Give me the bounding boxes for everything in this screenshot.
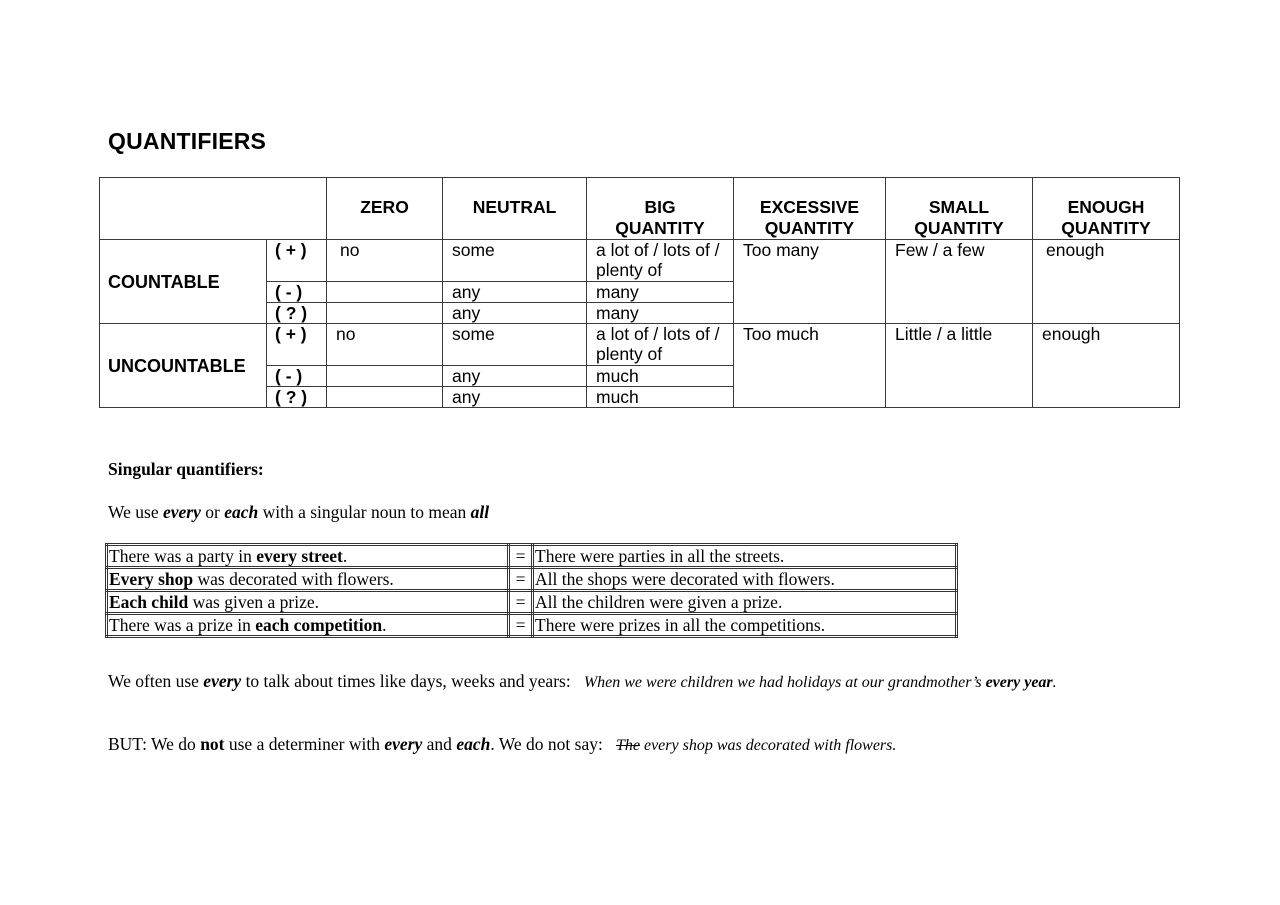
big-cell: much xyxy=(587,387,734,408)
example-right: All the children were given a prize. xyxy=(533,591,957,614)
but-paragraph: BUT: We do not use a determiner with every and each. We do not say: The every shop was decorated with flowers. xyxy=(108,734,897,754)
struck-determiner: The xyxy=(615,737,640,754)
equals-sign: = xyxy=(509,614,533,637)
zero-cell xyxy=(327,366,443,387)
page-title: QUANTIFIERS xyxy=(108,128,267,154)
enough-cell: enough xyxy=(1033,324,1180,408)
examples-table xyxy=(105,543,958,638)
header-excessive-quantity: EXCESSIVE QUANTITY xyxy=(734,178,886,240)
excessive-cell: Too many xyxy=(734,240,886,324)
example-left: There was a prize in each competition. xyxy=(107,614,509,637)
neutral-cell: any xyxy=(443,303,587,324)
table-row xyxy=(107,614,957,637)
table-row xyxy=(107,568,957,591)
header-big-quantity: BIG QUANTITY xyxy=(587,178,734,240)
intro-paragraph: We use every or each with a singular noun to mean all xyxy=(108,502,490,522)
table-row xyxy=(100,324,1180,366)
zero-cell: no xyxy=(327,240,443,282)
big-cell: many xyxy=(587,303,734,324)
zero-cell xyxy=(327,387,443,408)
times-paragraph: We often use every to talk about times like days, weeks and years: When we were children we had holidays at our grandmother’s every year. xyxy=(108,671,1057,691)
big-cell: a lot of / lots of / plenty of xyxy=(587,240,734,282)
neutral-cell: some xyxy=(443,324,587,366)
big-cell: many xyxy=(587,282,734,303)
header-zero: ZERO xyxy=(327,178,443,240)
header-empty-cell xyxy=(100,178,327,240)
neutral-cell: some xyxy=(443,240,587,282)
quantifiers-table xyxy=(99,177,1180,408)
header-small-quantity: SMALL QUANTITY xyxy=(886,178,1033,240)
small-cell: Few / a few xyxy=(886,240,1033,324)
category-uncountable: UNCOUNTABLE xyxy=(100,324,267,408)
neutral-cell: any xyxy=(443,387,587,408)
sign-question: ( ? ) xyxy=(267,387,327,408)
zero-cell: no xyxy=(327,324,443,366)
times-example: When we were children we had holidays at our grandmother’s every year. xyxy=(583,674,1057,691)
zero-cell xyxy=(327,303,443,324)
section-heading-singular: Singular quantifiers: xyxy=(108,459,264,479)
sign-positive: ( + ) xyxy=(267,240,327,282)
small-cell: Little / a little xyxy=(886,324,1033,408)
header-neutral: NEUTRAL xyxy=(443,178,587,240)
table-row xyxy=(107,591,957,614)
table-row xyxy=(100,240,1180,282)
incorrect-example: The every shop was decorated with flowers. xyxy=(615,737,897,754)
header-row xyxy=(100,178,1180,240)
example-right: There were parties in all the streets. xyxy=(533,545,957,568)
sign-question: ( ? ) xyxy=(267,303,327,324)
sign-negative: ( - ) xyxy=(267,366,327,387)
example-left: Every shop was decorated with flowers. xyxy=(107,568,509,591)
neutral-cell: any xyxy=(443,366,587,387)
example-right: All the shops were decorated with flowers. xyxy=(533,568,957,591)
zero-cell xyxy=(327,282,443,303)
neutral-cell: any xyxy=(443,282,587,303)
header-enough-quantity: ENOUGH QUANTITY xyxy=(1033,178,1180,240)
equals-sign: = xyxy=(509,568,533,591)
example-left: Each child was given a prize. xyxy=(107,591,509,614)
excessive-cell: Too much xyxy=(734,324,886,408)
example-right: There were prizes in all the competitions. xyxy=(533,614,957,637)
sign-positive: ( + ) xyxy=(267,324,327,366)
enough-cell: enough xyxy=(1033,240,1180,324)
table-row xyxy=(107,545,957,568)
category-countable: COUNTABLE xyxy=(100,240,267,324)
equals-sign: = xyxy=(509,545,533,568)
big-cell: a lot of / lots of / plenty of xyxy=(587,324,734,366)
example-left: There was a party in every street. xyxy=(107,545,509,568)
equals-sign: = xyxy=(509,591,533,614)
big-cell: much xyxy=(587,366,734,387)
sign-negative: ( - ) xyxy=(267,282,327,303)
